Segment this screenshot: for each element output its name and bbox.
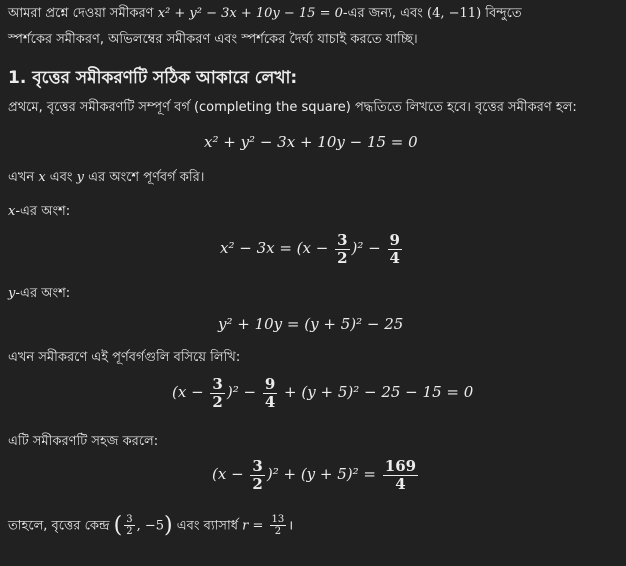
denominator: 4 [264,392,276,411]
text: এর অংশে পূর্ণবর্গ করি। [84,170,205,185]
var-r: r [242,518,249,534]
text: এবং [45,170,77,185]
var-y: y [76,170,85,185]
equation-x-square [220,232,404,266]
paragraph: এখন সমীকরণে এই পূর্ণবর্গগুলি বসিয়ে লিখি: [8,350,241,365]
equals: = [248,518,268,534]
numerator: 9 [389,231,400,249]
eq-part: + (y + 5)² − 25 − 15 = 0 [279,383,474,401]
text: । [288,518,294,534]
intro-text: -এর জন্য, এবং [342,6,428,21]
fraction [270,514,287,537]
text: এবং ব্যাসার্ধ [172,518,243,534]
numerator: 13 [271,514,285,526]
conclusion-line [8,512,293,540]
intro-line-1 [8,6,522,22]
intro-equation: x² + y² − 3x + 10y − 15 = 0 [157,6,343,21]
equation-substituted [172,376,473,410]
var-x: x [38,170,46,185]
center-y: , −5 [136,518,164,534]
fraction [250,458,264,492]
denominator: 2 [252,474,263,493]
close-paren: ) [164,513,173,538]
denominator: 4 [389,248,400,267]
x-part-label [8,204,70,220]
var-y: y [8,286,16,301]
label-text: -এর অংশ: [15,286,71,301]
intro-text: বিন্দুতে [481,6,522,21]
label-text: -এর অংশ: [15,204,71,219]
numerator: 169 [384,457,417,475]
text: তাহলে, বৃত্তের কেন্দ্র [8,518,114,534]
eq-part: )² − [226,383,261,401]
numerator: 3 [337,231,348,249]
fraction [388,232,402,266]
numerator: 9 [264,375,276,393]
paragraph: এটি সমীকরণটি সহজ করলে: [8,434,159,449]
fraction [124,514,134,537]
paragraph [8,170,204,186]
equation-y-square: y² + 10y = (y + 5)² − 25 [218,315,404,333]
intro-text: আমরা প্রশ্নে দেওয়া সমীকরণ [8,6,158,21]
equation-standard-form [212,458,420,492]
text: এখন [8,170,39,185]
denominator: 2 [212,392,223,411]
eq-part: x² − 3x = (x − [220,239,334,257]
section-heading: 1. বৃত্তের সমীকরণটি সঠিক আকারে লেখা: [8,68,298,88]
eq-part: )² + (y + 5)² = [266,465,381,483]
intro-line-2: স্পর্শকের সমীকরণ, অভিলম্বের সমীকরণ এবং স্পর্শকের দৈর্ঘ্য যাচাই করতে যাচ্ছি। [8,32,418,47]
eq-part: (x − [172,383,209,401]
eq-part: )² − [351,239,386,257]
denominator: 2 [126,526,133,538]
equation-circle: x² + y² − 3x + 10y − 15 = 0 [204,133,418,151]
paragraph: প্রথমে, বৃত্তের সমীকরণটি সম্পূর্ণ বর্গ (completing the square) পদ্ধতিতে লিখতে হবে। বৃত্তের সমীকরণ হল: [8,100,577,115]
numerator: 3 [212,375,223,393]
fraction [335,232,349,266]
open-paren: ( [113,513,123,538]
eq-part: (x − [212,465,249,483]
numerator: 3 [126,514,133,526]
var-x: x [8,204,16,219]
fraction [383,458,418,492]
denominator: 2 [337,248,348,267]
intro-point: (4, −11) [427,6,482,21]
numerator: 3 [252,457,263,475]
denominator: 2 [274,526,282,538]
fraction [263,376,277,410]
fraction [210,376,224,410]
y-part-label [8,286,70,302]
denominator: 4 [395,474,406,493]
